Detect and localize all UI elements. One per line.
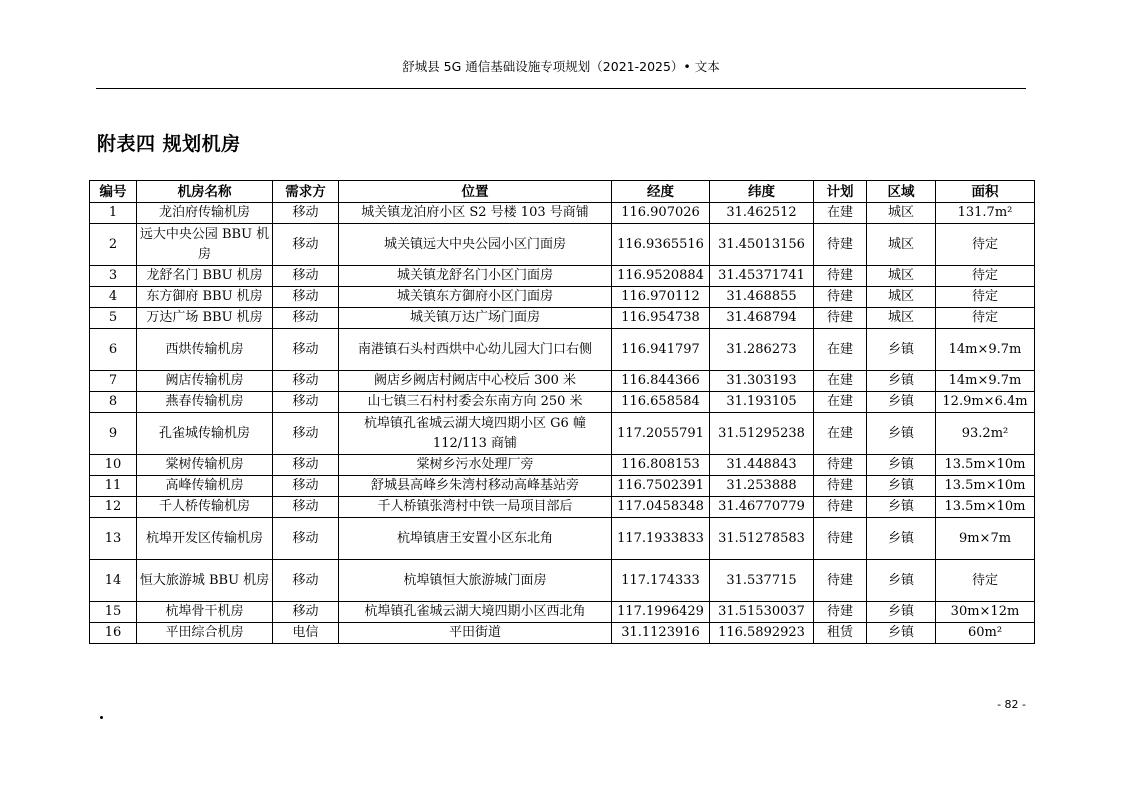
table-cell: 在建 <box>814 392 867 413</box>
table-cell: 移动 <box>273 455 339 476</box>
table-cell: 平田综合机房 <box>137 623 273 644</box>
table-cell: 城区 <box>867 224 936 266</box>
table-cell: 城关镇龙泊府小区 S2 号楼 103 号商铺 <box>339 203 612 224</box>
table-row <box>90 518 1035 560</box>
table-cell: 乡镇 <box>867 602 936 623</box>
table-cell: 31.303193 <box>710 371 814 392</box>
table-cell: 31.468855 <box>710 287 814 308</box>
column-header: 机房名称 <box>137 181 273 203</box>
table-cell: 117.1996429 <box>612 602 710 623</box>
table-cell: 乡镇 <box>867 371 936 392</box>
table-cell: 城区 <box>867 287 936 308</box>
table-cell: 8 <box>90 392 137 413</box>
table-cell: 高峰传输机房 <box>137 476 273 497</box>
table-cell: 116.954738 <box>612 308 710 329</box>
column-header: 面积 <box>936 181 1035 203</box>
table-cell: 10 <box>90 455 137 476</box>
table-cell: 116.907026 <box>612 203 710 224</box>
table-cell: 13 <box>90 518 137 560</box>
table-cell: 乡镇 <box>867 455 936 476</box>
column-header: 需求方 <box>273 181 339 203</box>
table-cell: 移动 <box>273 203 339 224</box>
table-cell: 移动 <box>273 518 339 560</box>
table-cell: 117.174333 <box>612 560 710 602</box>
table-cell: 乡镇 <box>867 518 936 560</box>
table-cell: 待建 <box>814 224 867 266</box>
table-cell: 4 <box>90 287 137 308</box>
table-cell: 待建 <box>814 518 867 560</box>
table-cell: 31.462512 <box>710 203 814 224</box>
table-cell: 燕春传输机房 <box>137 392 273 413</box>
table-cell: 乡镇 <box>867 329 936 371</box>
table-cell: 30m×12m <box>936 602 1035 623</box>
table-cell: 电信 <box>273 623 339 644</box>
table-cell: 14 <box>90 560 137 602</box>
table-cell: 31.253888 <box>710 476 814 497</box>
planned-rooms-table <box>89 180 1035 644</box>
table-cell: 31.45371741 <box>710 266 814 287</box>
table-cell: 平田街道 <box>339 623 612 644</box>
table-cell: 杭埠骨干机房 <box>137 602 273 623</box>
table-cell: 待建 <box>814 560 867 602</box>
table-cell: 移动 <box>273 497 339 518</box>
table-cell: 南港镇石头村西烘中心幼儿园大门口右侧 <box>339 329 612 371</box>
table-cell: 移动 <box>273 371 339 392</box>
table-cell: 16 <box>90 623 137 644</box>
column-header: 区域 <box>867 181 936 203</box>
table-cell: 在建 <box>814 413 867 455</box>
table-cell: 13.5m×10m <box>936 476 1035 497</box>
table-cell: 移动 <box>273 413 339 455</box>
table-cell: 31.1123916 <box>612 623 710 644</box>
table-cell: 移动 <box>273 602 339 623</box>
column-header: 位置 <box>339 181 612 203</box>
table-cell: 移动 <box>273 560 339 602</box>
table-cell: 乡镇 <box>867 413 936 455</box>
table-cell: 待定 <box>936 266 1035 287</box>
table-cell: 13.5m×10m <box>936 497 1035 518</box>
table-cell: 阙店传输机房 <box>137 371 273 392</box>
table-cell: 城关镇远大中央公园小区门面房 <box>339 224 612 266</box>
table-cell: 西烘传输机房 <box>137 329 273 371</box>
table-cell: 116.941797 <box>612 329 710 371</box>
table-cell: 116.970112 <box>612 287 710 308</box>
table-row <box>90 602 1035 623</box>
table-row <box>90 476 1035 497</box>
table-cell: 移动 <box>273 287 339 308</box>
table-cell: 待定 <box>936 224 1035 266</box>
table-row <box>90 203 1035 224</box>
table-cell: 在建 <box>814 329 867 371</box>
table-cell: 待建 <box>814 266 867 287</box>
table-cell: 31.448843 <box>710 455 814 476</box>
table-cell: 龙泊府传输机房 <box>137 203 273 224</box>
table-cell: 60m² <box>936 623 1035 644</box>
table-row <box>90 623 1035 644</box>
table-cell: 31.286273 <box>710 329 814 371</box>
table-cell: 移动 <box>273 308 339 329</box>
table-cell: 11 <box>90 476 137 497</box>
table-cell: 12.9m×6.4m <box>936 392 1035 413</box>
table-cell: 龙舒名门 BBU 机房 <box>137 266 273 287</box>
table-cell: 15 <box>90 602 137 623</box>
table-row <box>90 371 1035 392</box>
table-cell: 移动 <box>273 224 339 266</box>
table-cell: 乡镇 <box>867 476 936 497</box>
table-cell: 待定 <box>936 287 1035 308</box>
table-cell: 在建 <box>814 203 867 224</box>
table-cell: 待建 <box>814 476 867 497</box>
table-cell: 待建 <box>814 602 867 623</box>
table-cell: 城区 <box>867 203 936 224</box>
table-cell: 千人桥传输机房 <box>137 497 273 518</box>
table-cell: 乡镇 <box>867 497 936 518</box>
table-cell: 在建 <box>814 371 867 392</box>
table-cell: 9 <box>90 413 137 455</box>
table-cell: 棠树传输机房 <box>137 455 273 476</box>
table-row <box>90 560 1035 602</box>
table-cell: 东方御府 BBU 机房 <box>137 287 273 308</box>
table-cell: 棠树乡污水处理厂旁 <box>339 455 612 476</box>
table-cell: 待建 <box>814 308 867 329</box>
table-cell: 116.658584 <box>612 392 710 413</box>
table-cell: 待建 <box>814 497 867 518</box>
table-cell: 31.51295238 <box>710 413 814 455</box>
table-cell: 31.51278583 <box>710 518 814 560</box>
table-cell: 移动 <box>273 476 339 497</box>
table-row <box>90 308 1035 329</box>
table-cell: 恒大旅游城 BBU 机房 <box>137 560 273 602</box>
table-cell: 待建 <box>814 455 867 476</box>
table-cell: 117.1933833 <box>612 518 710 560</box>
table-cell: 31.46770779 <box>710 497 814 518</box>
table-cell: 116.9520884 <box>612 266 710 287</box>
table-cell: 31.537715 <box>710 560 814 602</box>
table-cell: 城关镇万达广场门面房 <box>339 308 612 329</box>
table-cell: 5 <box>90 308 137 329</box>
table-cell: 6 <box>90 329 137 371</box>
table-cell: 乡镇 <box>867 560 936 602</box>
table-cell: 远大中央公园 BBU 机房 <box>137 224 273 266</box>
column-header: 纬度 <box>710 181 814 203</box>
table-cell: 城区 <box>867 308 936 329</box>
table-row <box>90 497 1035 518</box>
table-cell: 14m×9.7m <box>936 371 1035 392</box>
table-cell: 116.7502391 <box>612 476 710 497</box>
table-row <box>90 413 1035 455</box>
table-cell: 移动 <box>273 329 339 371</box>
table-cell: 杭埠镇孔雀城云湖大境四期小区 G6 幢 112/113 商铺 <box>339 413 612 455</box>
table-cell: 31.193105 <box>710 392 814 413</box>
table-cell: 14m×9.7m <box>936 329 1035 371</box>
table-cell: 孔雀城传输机房 <box>137 413 273 455</box>
table-cell: 116.844366 <box>612 371 710 392</box>
table-cell: 万达广场 BBU 机房 <box>137 308 273 329</box>
table-row <box>90 266 1035 287</box>
table-cell: 城关镇龙舒名门小区门面房 <box>339 266 612 287</box>
table-cell: 乡镇 <box>867 392 936 413</box>
table-cell: 待定 <box>936 308 1035 329</box>
table-cell: 山七镇三石村村委会东南方向 250 米 <box>339 392 612 413</box>
page-title: 附表四 规划机房 <box>97 133 241 155</box>
table-cell: 移动 <box>273 266 339 287</box>
table-cell: 2 <box>90 224 137 266</box>
table-cell: 杭埠镇孔雀城云湖大境四期小区西北角 <box>339 602 612 623</box>
table-cell: 杭埠镇唐王安置小区东北角 <box>339 518 612 560</box>
page-header: 舒城县 5G 通信基础设施专项规划（2021-2025）• 文本 <box>402 59 720 74</box>
table-cell: 移动 <box>273 392 339 413</box>
table-cell: 131.7m² <box>936 203 1035 224</box>
table-cell: 116.5892923 <box>710 623 814 644</box>
table-cell: 待建 <box>814 287 867 308</box>
table-cell: 3 <box>90 266 137 287</box>
table-cell: 杭埠开发区传输机房 <box>137 518 273 560</box>
table-cell: 116.9365516 <box>612 224 710 266</box>
column-header: 经度 <box>612 181 710 203</box>
table-row <box>90 455 1035 476</box>
table-cell: 13.5m×10m <box>936 455 1035 476</box>
table-cell: 31.45013156 <box>710 224 814 266</box>
page-number: - 82 - <box>997 698 1026 711</box>
table-cell: 117.0458348 <box>612 497 710 518</box>
bullet-mark <box>100 716 103 719</box>
table-row <box>90 287 1035 308</box>
table-row <box>90 329 1035 371</box>
table-cell: 城区 <box>867 266 936 287</box>
table-row <box>90 224 1035 266</box>
table-cell: 93.2m² <box>936 413 1035 455</box>
table-cell: 舒城县高峰乡朱湾村移动高峰基站旁 <box>339 476 612 497</box>
table-cell: 待定 <box>936 560 1035 602</box>
table-cell: 千人桥镇张湾村中铁一局项目部后 <box>339 497 612 518</box>
table-cell: 城关镇东方御府小区门面房 <box>339 287 612 308</box>
table-cell: 乡镇 <box>867 623 936 644</box>
table-row <box>90 392 1035 413</box>
column-header: 编号 <box>90 181 137 203</box>
table-cell: 租赁 <box>814 623 867 644</box>
table-cell: 1 <box>90 203 137 224</box>
table-cell: 7 <box>90 371 137 392</box>
table-cell: 31.468794 <box>710 308 814 329</box>
table-cell: 9m×7m <box>936 518 1035 560</box>
table-cell: 117.2055791 <box>612 413 710 455</box>
header-divider <box>96 88 1026 89</box>
table-cell: 12 <box>90 497 137 518</box>
table-cell: 杭埠镇恒大旅游城门面房 <box>339 560 612 602</box>
table-cell: 阙店乡阙店村阙店中心校后 300 米 <box>339 371 612 392</box>
table-cell: 116.808153 <box>612 455 710 476</box>
table-header-row <box>90 181 1035 203</box>
table-cell: 31.51530037 <box>710 602 814 623</box>
column-header: 计划 <box>814 181 867 203</box>
